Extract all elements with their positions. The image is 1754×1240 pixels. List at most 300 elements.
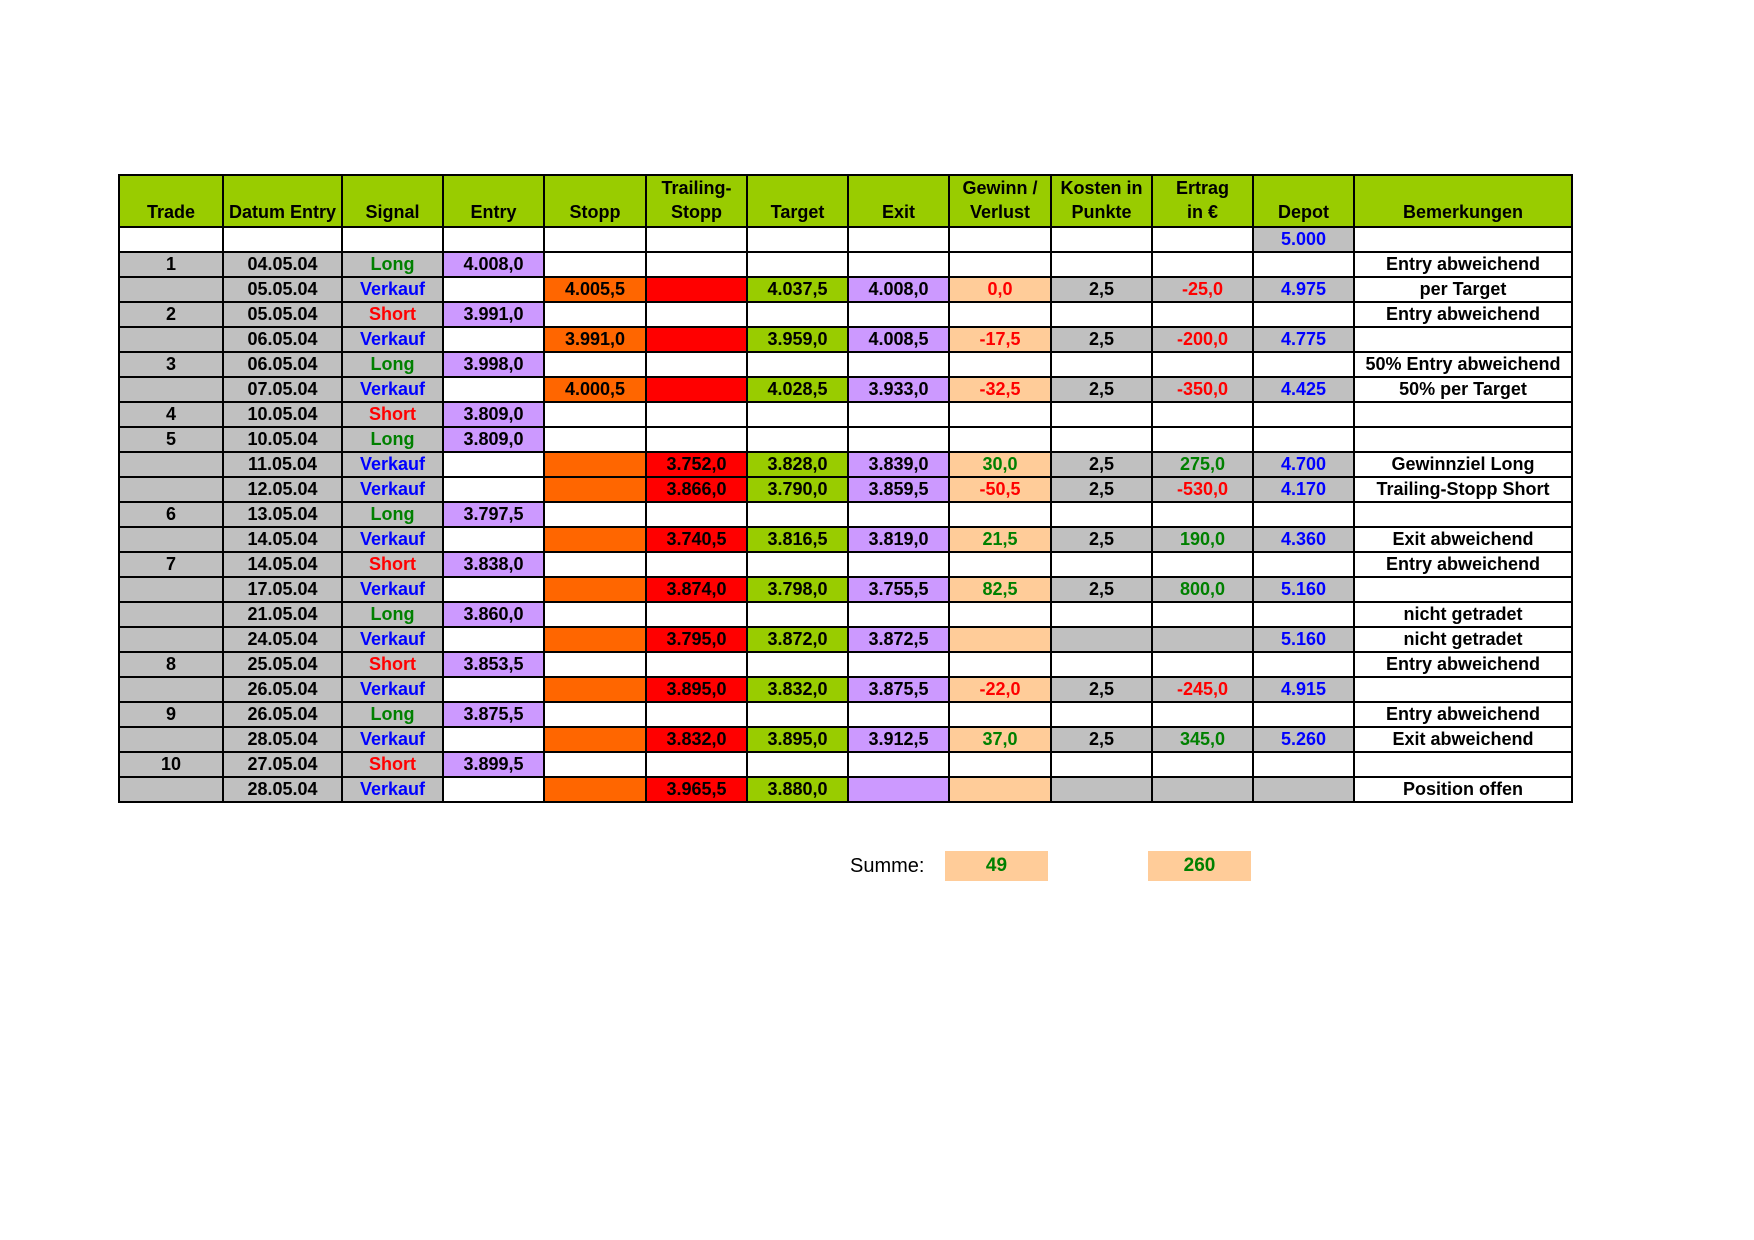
cell-empty[interactable] [342,227,443,252]
cell-date[interactable]: 06.05.04 [223,352,342,377]
cell-stopp[interactable] [544,752,646,777]
cell-ertrag[interactable]: -200,0 [1152,327,1253,352]
cell-trailing-stopp[interactable]: 3.795,0 [646,627,747,652]
summary-ertrag-sum[interactable]: 260 [1148,851,1251,881]
cell-exit[interactable]: 3.912,5 [848,727,949,752]
cell-ertrag[interactable]: 345,0 [1152,727,1253,752]
cell-bemerkung[interactable]: Entry abweichend [1354,702,1572,727]
cell-trade[interactable]: 2 [119,302,223,327]
cell-ertrag[interactable] [1152,252,1253,277]
cell-ertrag[interactable] [1152,777,1253,802]
cell-kosten[interactable] [1051,627,1152,652]
cell-trade[interactable] [119,477,223,502]
cell-stopp[interactable] [544,652,646,677]
cell-bemerkung[interactable]: Entry abweichend [1354,552,1572,577]
cell-date[interactable]: 28.05.04 [223,777,342,802]
cell-bemerkung[interactable]: Gewinnziel Long [1354,452,1572,477]
cell-gewinn-verlust[interactable]: -50,5 [949,477,1051,502]
cell-date[interactable]: 10.05.04 [223,402,342,427]
cell-target[interactable]: 4.037,5 [747,277,848,302]
cell-target[interactable] [747,502,848,527]
cell-empty[interactable] [1051,227,1152,252]
cell-trailing-stopp[interactable]: 3.752,0 [646,452,747,477]
cell-date[interactable]: 06.05.04 [223,327,342,352]
cell-exit[interactable] [848,427,949,452]
cell-entry[interactable] [443,327,544,352]
cell-trailing-stopp[interactable] [646,402,747,427]
cell-signal[interactable]: Long [342,702,443,727]
cell-entry[interactable]: 4.008,0 [443,252,544,277]
cell-stopp[interactable]: 4.005,5 [544,277,646,302]
cell-date[interactable]: 17.05.04 [223,577,342,602]
cell-stopp[interactable] [544,502,646,527]
cell-date[interactable]: 11.05.04 [223,452,342,477]
summary-gewinn-sum[interactable]: 49 [945,851,1048,881]
cell-kosten[interactable] [1051,402,1152,427]
cell-entry[interactable] [443,477,544,502]
cell-kosten[interactable]: 2,5 [1051,727,1152,752]
cell-gewinn-verlust[interactable]: 82,5 [949,577,1051,602]
cell-depot[interactable]: 4.425 [1253,377,1354,402]
cell-kosten[interactable] [1051,302,1152,327]
cell-signal[interactable]: Verkauf [342,277,443,302]
cell-exit[interactable]: 3.933,0 [848,377,949,402]
cell-trailing-stopp[interactable] [646,377,747,402]
cell-target[interactable]: 3.872,0 [747,627,848,652]
cell-bemerkung[interactable] [1354,577,1572,602]
cell-gewinn-verlust[interactable]: 21,5 [949,527,1051,552]
cell-target[interactable] [747,702,848,727]
cell-gewinn-verlust[interactable] [949,602,1051,627]
cell-entry[interactable]: 3.809,0 [443,402,544,427]
cell-bemerkung[interactable]: Entry abweichend [1354,652,1572,677]
cell-gewinn-verlust[interactable] [949,752,1051,777]
cell-depot[interactable]: 4.170 [1253,477,1354,502]
cell-gewinn-verlust[interactable] [949,402,1051,427]
cell-depot[interactable] [1253,602,1354,627]
cell-empty[interactable] [949,227,1051,252]
cell-signal[interactable]: Verkauf [342,627,443,652]
cell-ertrag[interactable] [1152,702,1253,727]
cell-entry[interactable]: 3.853,5 [443,652,544,677]
cell-depot[interactable]: 4.360 [1253,527,1354,552]
cell-trailing-stopp[interactable] [646,427,747,452]
cell-bemerkung[interactable] [1354,502,1572,527]
cell-target[interactable]: 3.828,0 [747,452,848,477]
cell-empty[interactable] [646,227,747,252]
cell-ertrag[interactable] [1152,427,1253,452]
cell-signal[interactable]: Short [342,402,443,427]
cell-signal[interactable]: Verkauf [342,327,443,352]
cell-gewinn-verlust[interactable]: 0,0 [949,277,1051,302]
cell-exit[interactable] [848,552,949,577]
cell-kosten[interactable]: 2,5 [1051,577,1152,602]
cell-kosten[interactable]: 2,5 [1051,277,1152,302]
cell-bemerkung[interactable] [1354,427,1572,452]
cell-gewinn-verlust[interactable]: 30,0 [949,452,1051,477]
cell-entry[interactable]: 3.899,5 [443,752,544,777]
cell-gewinn-verlust[interactable] [949,252,1051,277]
cell-kosten[interactable] [1051,252,1152,277]
cell-signal[interactable]: Verkauf [342,577,443,602]
cell-target[interactable] [747,602,848,627]
cell-exit[interactable]: 3.839,0 [848,452,949,477]
cell-depot[interactable] [1253,402,1354,427]
cell-exit[interactable] [848,302,949,327]
cell-ertrag[interactable] [1152,652,1253,677]
cell-kosten[interactable] [1051,777,1152,802]
cell-exit[interactable] [848,602,949,627]
cell-trade[interactable] [119,727,223,752]
cell-bemerkung[interactable]: Entry abweichend [1354,252,1572,277]
cell-depot[interactable]: 5.260 [1253,727,1354,752]
cell-date[interactable]: 12.05.04 [223,477,342,502]
cell-stopp[interactable]: 3.991,0 [544,327,646,352]
cell-entry[interactable] [443,527,544,552]
cell-gewinn-verlust[interactable] [949,627,1051,652]
cell-entry[interactable] [443,627,544,652]
cell-kosten[interactable] [1051,427,1152,452]
cell-trailing-stopp[interactable] [646,502,747,527]
cell-gewinn-verlust[interactable] [949,352,1051,377]
cell-gewinn-verlust[interactable] [949,702,1051,727]
cell-empty[interactable] [223,227,342,252]
cell-gewinn-verlust[interactable]: -17,5 [949,327,1051,352]
cell-kosten[interactable] [1051,752,1152,777]
cell-ertrag[interactable] [1152,402,1253,427]
cell-bemerkung[interactable]: nicht getradet [1354,627,1572,652]
cell-target[interactable]: 3.798,0 [747,577,848,602]
cell-empty[interactable] [443,227,544,252]
cell-stopp[interactable] [544,527,646,552]
cell-exit[interactable] [848,652,949,677]
cell-exit[interactable] [848,702,949,727]
cell-ertrag[interactable] [1152,552,1253,577]
cell-signal[interactable]: Verkauf [342,777,443,802]
cell-gewinn-verlust[interactable] [949,552,1051,577]
cell-bemerkung[interactable] [1354,402,1572,427]
cell-ertrag[interactable]: 275,0 [1152,452,1253,477]
cell-ertrag[interactable]: 190,0 [1152,527,1253,552]
cell-kosten[interactable] [1051,652,1152,677]
cell-ertrag[interactable]: -350,0 [1152,377,1253,402]
cell-trailing-stopp[interactable]: 3.965,5 [646,777,747,802]
cell-stopp[interactable] [544,252,646,277]
cell-date[interactable]: 25.05.04 [223,652,342,677]
cell-stopp[interactable] [544,302,646,327]
cell-signal[interactable]: Long [342,502,443,527]
cell-signal[interactable]: Verkauf [342,677,443,702]
cell-trade[interactable]: 10 [119,752,223,777]
cell-depot[interactable] [1253,552,1354,577]
cell-date[interactable]: 26.05.04 [223,677,342,702]
cell-stopp[interactable] [544,602,646,627]
cell-exit[interactable] [848,252,949,277]
cell-bemerkung[interactable]: Entry abweichend [1354,302,1572,327]
cell-depot[interactable] [1253,502,1354,527]
cell-entry[interactable] [443,727,544,752]
cell-stopp[interactable] [544,777,646,802]
cell-kosten[interactable] [1051,602,1152,627]
cell-kosten[interactable] [1051,502,1152,527]
cell-trade[interactable] [119,777,223,802]
cell-exit[interactable]: 4.008,5 [848,327,949,352]
cell-exit[interactable]: 3.819,0 [848,527,949,552]
cell-trade[interactable] [119,577,223,602]
cell-target[interactable] [747,302,848,327]
cell-entry[interactable]: 3.875,5 [443,702,544,727]
cell-bemerkung[interactable] [1354,327,1572,352]
cell-depot[interactable] [1253,702,1354,727]
cell-signal[interactable]: Verkauf [342,477,443,502]
cell-date[interactable]: 26.05.04 [223,702,342,727]
cell-entry[interactable]: 3.838,0 [443,552,544,577]
cell-gewinn-verlust[interactable]: 37,0 [949,727,1051,752]
cell-trade[interactable]: 5 [119,427,223,452]
cell-date[interactable]: 14.05.04 [223,552,342,577]
cell-target[interactable] [747,752,848,777]
cell-gewinn-verlust[interactable] [949,502,1051,527]
cell-signal[interactable]: Short [342,302,443,327]
cell-trailing-stopp[interactable] [646,702,747,727]
cell-gewinn-verlust[interactable] [949,777,1051,802]
cell-stopp[interactable] [544,427,646,452]
cell-kosten[interactable] [1051,352,1152,377]
cell-depot[interactable]: 4.775 [1253,327,1354,352]
cell-stopp[interactable] [544,677,646,702]
cell-date[interactable]: 28.05.04 [223,727,342,752]
cell-trailing-stopp[interactable]: 3.740,5 [646,527,747,552]
cell-empty[interactable] [1354,227,1572,252]
cell-kosten[interactable]: 2,5 [1051,327,1152,352]
cell-exit[interactable] [848,352,949,377]
cell-ertrag[interactable] [1152,352,1253,377]
cell-target[interactable]: 3.816,5 [747,527,848,552]
cell-trailing-stopp[interactable]: 3.874,0 [646,577,747,602]
cell-trade[interactable]: 6 [119,502,223,527]
cell-date[interactable]: 04.05.04 [223,252,342,277]
cell-trailing-stopp[interactable] [646,602,747,627]
cell-entry[interactable]: 3.998,0 [443,352,544,377]
cell-ertrag[interactable] [1152,627,1253,652]
cell-exit[interactable]: 3.859,5 [848,477,949,502]
cell-stopp[interactable] [544,552,646,577]
cell-signal[interactable]: Long [342,252,443,277]
cell-target[interactable]: 3.959,0 [747,327,848,352]
cell-entry[interactable] [443,377,544,402]
cell-exit[interactable]: 3.872,5 [848,627,949,652]
cell-trade[interactable] [119,327,223,352]
cell-depot[interactable] [1253,427,1354,452]
cell-empty[interactable] [1152,227,1253,252]
cell-trailing-stopp[interactable] [646,277,747,302]
cell-trade[interactable]: 8 [119,652,223,677]
cell-signal[interactable]: Long [342,602,443,627]
cell-signal[interactable]: Verkauf [342,727,443,752]
cell-stopp[interactable] [544,577,646,602]
cell-trade[interactable] [119,452,223,477]
cell-date[interactable]: 24.05.04 [223,627,342,652]
cell-depot[interactable] [1253,652,1354,677]
cell-depot[interactable] [1253,302,1354,327]
cell-target[interactable]: 3.832,0 [747,677,848,702]
cell-trailing-stopp[interactable] [646,352,747,377]
cell-date[interactable]: 13.05.04 [223,502,342,527]
cell-signal[interactable]: Short [342,552,443,577]
cell-date[interactable]: 05.05.04 [223,277,342,302]
cell-depot[interactable]: 4.975 [1253,277,1354,302]
cell-signal[interactable]: Verkauf [342,452,443,477]
cell-trailing-stopp[interactable]: 3.832,0 [646,727,747,752]
cell-stopp[interactable] [544,352,646,377]
cell-target[interactable] [747,402,848,427]
cell-signal[interactable]: Verkauf [342,527,443,552]
cell-bemerkung[interactable]: Position offen [1354,777,1572,802]
cell-date[interactable]: 27.05.04 [223,752,342,777]
cell-empty[interactable] [848,227,949,252]
cell-kosten[interactable]: 2,5 [1051,527,1152,552]
cell-trade[interactable] [119,377,223,402]
cell-trade[interactable] [119,602,223,627]
cell-target[interactable]: 3.880,0 [747,777,848,802]
cell-empty[interactable] [119,227,223,252]
cell-entry[interactable]: 3.991,0 [443,302,544,327]
cell-date[interactable]: 07.05.04 [223,377,342,402]
cell-exit[interactable]: 4.008,0 [848,277,949,302]
cell-ertrag[interactable]: 800,0 [1152,577,1253,602]
cell-depot[interactable] [1253,752,1354,777]
cell-depot[interactable] [1253,252,1354,277]
cell-exit[interactable]: 3.875,5 [848,677,949,702]
cell-exit[interactable] [848,752,949,777]
cell-trade[interactable]: 3 [119,352,223,377]
cell-trailing-stopp[interactable]: 3.895,0 [646,677,747,702]
cell-bemerkung[interactable] [1354,752,1572,777]
cell-depot[interactable] [1253,777,1354,802]
cell-date[interactable]: 10.05.04 [223,427,342,452]
cell-trade[interactable] [119,277,223,302]
cell-target[interactable] [747,552,848,577]
cell-target[interactable] [747,427,848,452]
cell-kosten[interactable] [1051,552,1152,577]
cell-kosten[interactable]: 2,5 [1051,452,1152,477]
cell-exit[interactable] [848,502,949,527]
cell-trade[interactable] [119,527,223,552]
cell-exit[interactable] [848,777,949,802]
cell-depot[interactable] [1253,352,1354,377]
cell-ertrag[interactable]: -245,0 [1152,677,1253,702]
cell-stopp[interactable]: 4.000,5 [544,377,646,402]
cell-entry[interactable] [443,677,544,702]
cell-ertrag[interactable]: -530,0 [1152,477,1253,502]
cell-kosten[interactable]: 2,5 [1051,477,1152,502]
cell-date[interactable]: 14.05.04 [223,527,342,552]
cell-empty[interactable] [544,227,646,252]
cell-signal[interactable]: Short [342,652,443,677]
cell-stopp[interactable] [544,702,646,727]
cell-trailing-stopp[interactable] [646,302,747,327]
cell-bemerkung[interactable]: 50% Entry abweichend [1354,352,1572,377]
cell-target[interactable] [747,652,848,677]
cell-bemerkung[interactable]: Exit abweichend [1354,527,1572,552]
cell-trailing-stopp[interactable]: 3.866,0 [646,477,747,502]
cell-stopp[interactable] [544,477,646,502]
cell-trailing-stopp[interactable] [646,252,747,277]
cell-exit[interactable]: 3.755,5 [848,577,949,602]
cell-entry[interactable] [443,277,544,302]
cell-signal[interactable]: Long [342,352,443,377]
cell-trailing-stopp[interactable] [646,327,747,352]
cell-entry[interactable]: 3.797,5 [443,502,544,527]
cell-trailing-stopp[interactable] [646,552,747,577]
cell-bemerkung[interactable]: per Target [1354,277,1572,302]
cell-depot[interactable]: 4.915 [1253,677,1354,702]
cell-stopp[interactable] [544,402,646,427]
cell-gewinn-verlust[interactable]: -22,0 [949,677,1051,702]
cell-trailing-stopp[interactable] [646,752,747,777]
cell-empty[interactable] [747,227,848,252]
cell-depot[interactable]: 5.160 [1253,577,1354,602]
cell-gewinn-verlust[interactable] [949,427,1051,452]
cell-target[interactable] [747,352,848,377]
cell-ertrag[interactable]: -25,0 [1152,277,1253,302]
cell-entry[interactable] [443,777,544,802]
cell-target[interactable]: 4.028,5 [747,377,848,402]
cell-ertrag[interactable] [1152,602,1253,627]
cell-gewinn-verlust[interactable]: -32,5 [949,377,1051,402]
cell-depot[interactable]: 5.160 [1253,627,1354,652]
cell-ertrag[interactable] [1152,752,1253,777]
cell-target[interactable]: 3.790,0 [747,477,848,502]
cell-bemerkung[interactable]: Exit abweichend [1354,727,1572,752]
cell-bemerkung[interactable]: nicht getradet [1354,602,1572,627]
cell-signal[interactable]: Long [342,427,443,452]
cell-bemerkung[interactable] [1354,677,1572,702]
cell-depot[interactable]: 4.700 [1253,452,1354,477]
cell-kosten[interactable] [1051,702,1152,727]
cell-trade[interactable] [119,677,223,702]
cell-ertrag[interactable] [1152,302,1253,327]
cell-gewinn-verlust[interactable] [949,652,1051,677]
cell-ertrag[interactable] [1152,502,1253,527]
cell-stopp[interactable] [544,727,646,752]
cell-trade[interactable]: 4 [119,402,223,427]
cell-kosten[interactable]: 2,5 [1051,677,1152,702]
cell-trade[interactable]: 1 [119,252,223,277]
cell-kosten[interactable]: 2,5 [1051,377,1152,402]
cell-exit[interactable] [848,402,949,427]
cell-entry[interactable] [443,452,544,477]
cell-entry[interactable] [443,577,544,602]
cell-entry[interactable]: 3.860,0 [443,602,544,627]
cell-date[interactable]: 05.05.04 [223,302,342,327]
cell-target[interactable]: 3.895,0 [747,727,848,752]
cell-target[interactable] [747,252,848,277]
cell-signal[interactable]: Verkauf [342,377,443,402]
cell-entry[interactable]: 3.809,0 [443,427,544,452]
cell-bemerkung[interactable]: Trailing-Stopp Short [1354,477,1572,502]
cell-date[interactable]: 21.05.04 [223,602,342,627]
cell-trade[interactable]: 9 [119,702,223,727]
cell-gewinn-verlust[interactable] [949,302,1051,327]
cell-stopp[interactable] [544,452,646,477]
initial-depot-cell[interactable]: 5.000 [1253,227,1354,252]
cell-trade[interactable]: 7 [119,552,223,577]
cell-trailing-stopp[interactable] [646,652,747,677]
cell-trade[interactable] [119,627,223,652]
cell-signal[interactable]: Short [342,752,443,777]
cell-bemerkung[interactable]: 50% per Target [1354,377,1572,402]
